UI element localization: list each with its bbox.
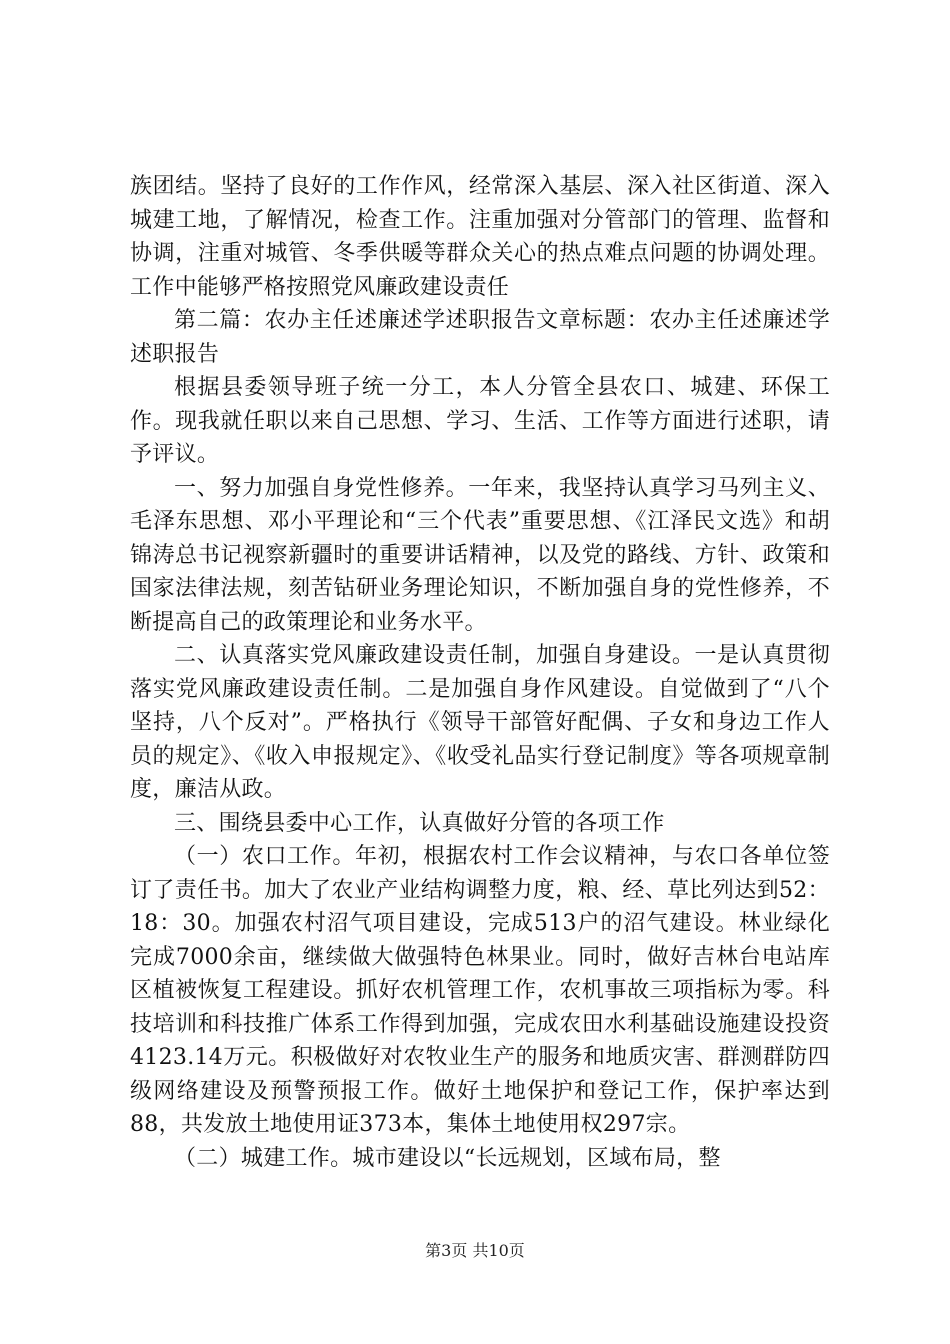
body-paragraph: （二）城建工作。城市建设以“长远规划，区域布局，整: [174, 1145, 721, 1171]
body-paragraph: 一、努力加强自身党性修养。一年来，我坚持认真学习马列主义、毛泽东思想、邓小平理论和“三个代表”重要思想、《江泽民文选》和胡锦涛总书记视察新疆时的重要讲话精神，以及党的路线、方针、政策和国家法律法规，刻苦钻研业务理论知识，不断加强自身的党性修养，不断提高自己的政策理论和业务水平。: [130, 475, 830, 635]
body-paragraph: 三、围绕县委中心工作，认真做好分管的各项工作: [174, 810, 665, 836]
document-body: [130, 170, 830, 1175]
body-paragraph: 二、认真落实党风廉政建设责任制，加强自身建设。一是认真贯彻落实党风廉政建设责任制。二是加强自身作风建设。自觉做到了“八个坚持，八个反对”。严格执行《领导干部管好配偶、子女和身边工作人员的规定》、《收入申报规定》、《收受礼品实行登记制度》等各项规章制度，廉洁从政。: [130, 643, 830, 802]
body-paragraph: 第二篇：农办主任述廉述学述职报告文章标题：农办主任述廉述学述职报告: [130, 308, 830, 367]
page-footer: 第3页 共10页: [425, 1241, 525, 1260]
body-paragraph: 根据县委领导班子统一分工，本人分管全县农口、城建、环保工作。现我就任职以来自己思想、学习、生活、工作等方面进行述职，请予评议。: [130, 375, 830, 467]
body-paragraph: （一）农口工作。年初，根据农村工作会议精神，与农口各单位签订了责任书。加大了农业产业结构调整力度，粮、经、草比列达到52：18：30。加强农村沼气项目建设，完成513户的沼气建设。林业绿化完成7000余亩，继续做大做强特色林果业。同时，做好吉林台电站库区植被恢复工程建设。抓好农机管理工作，农机事故三项指标为零。科技培训和科技推广体系工作得到加强，完成农田水利基础设施建设投资4123.14万元。积极做好对农牧业生产的服务和地质灾害、群测群防四级网络建设及预警预报工作。做好土地保护和登记工作，保护率达到88，共发放土地使用证373本，集体土地使用权297宗。: [130, 844, 830, 1137]
body-paragraph: 族团结。坚持了良好的工作作风，经常深入基层、深入社区街道、深入城建工地，了解情况，检查工作。注重加强对分管部门的管理、监督和协调，注重对城管、冬季供暖等群众关心的热点难点问题的协调处理。工作中能够严格按照党风廉政建设责任: [130, 174, 830, 300]
